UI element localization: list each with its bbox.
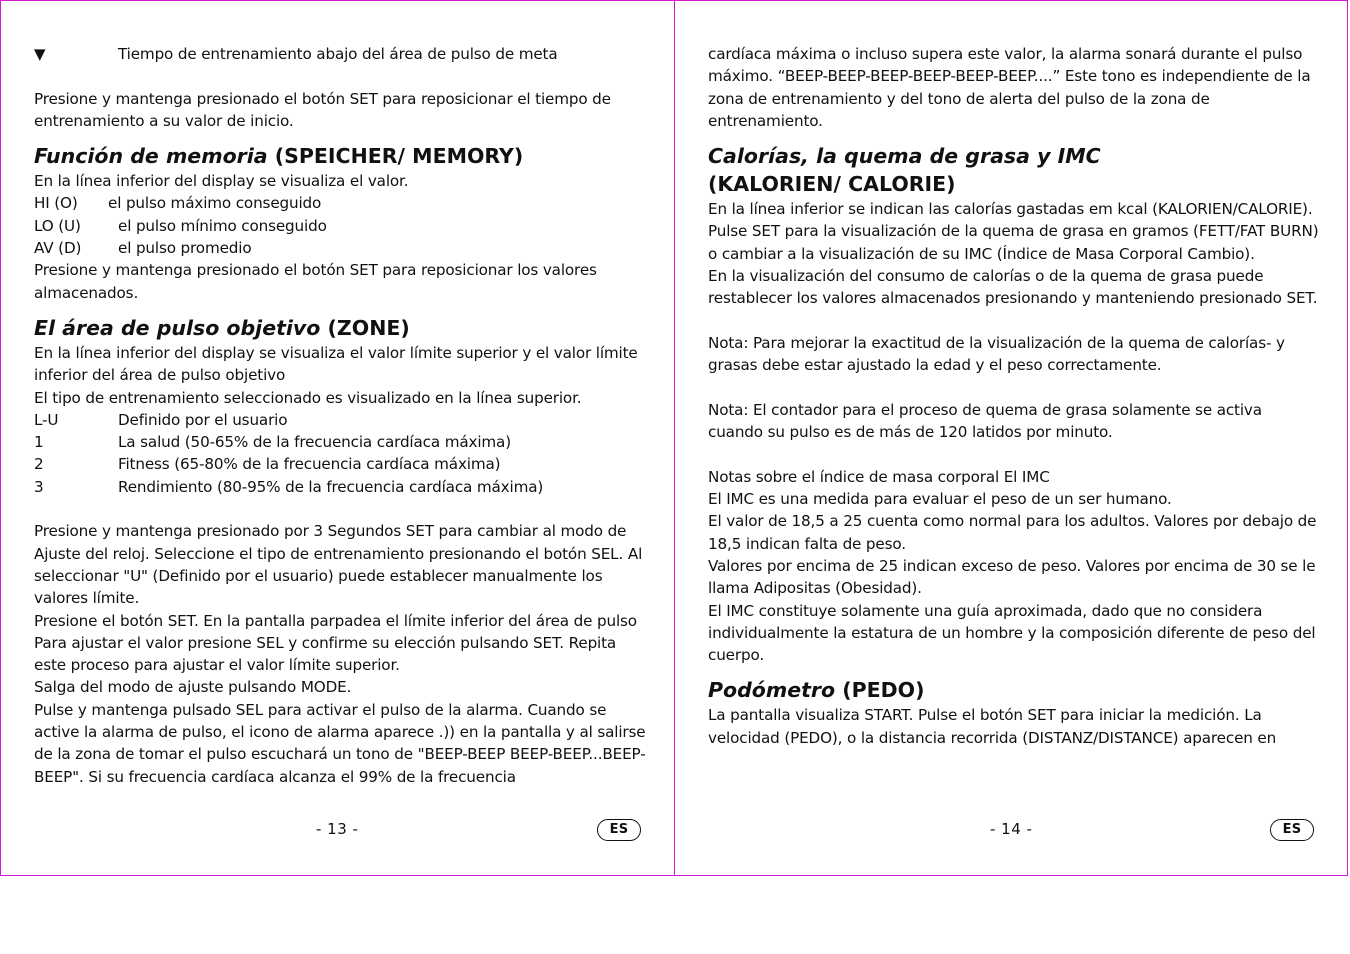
zone-key-1: 1 — [34, 433, 44, 452]
memory-heading — [34, 142, 646, 170]
zone-value-1: La salud (50-65% de la frecuencia cardíaca máxima) — [118, 433, 511, 452]
memory-value-hi: el pulso máximo conseguido — [108, 194, 322, 213]
memory-heading-italic: Función de memoria — [34, 144, 268, 169]
zone-row-2 — [34, 453, 646, 475]
zone-intro: En la línea inferior del display se visualiza el valor límite superior y el valor límite inferior del área de pulso objetivo — [34, 343, 638, 385]
pedometer-heading-code: (PEDO) — [835, 678, 925, 703]
language-badge: ES — [597, 819, 641, 841]
page-14-text-column — [708, 43, 1320, 749]
zone-heading-code: (ZONE) — [320, 315, 410, 340]
training-time-below-text: Tiempo de entrenamiento abajo del área de pulso de meta — [118, 45, 558, 63]
bmi-subheading: Notas sobre el índice de masa corporal El IMC — [708, 467, 1050, 486]
reset-time-paragraph: Presione y mantenga presionado el botón SET para reposicionar el tiempo de entrenamiento a su valor de inicio. — [34, 89, 611, 130]
calories-reset: En la visualización del consumo de calorías o de la quema de grasa puede restablecer los valores almacenados presionando y manteniendo presionado SET. — [708, 267, 1318, 308]
memory-row-av — [34, 237, 646, 259]
calories-intro: En la línea inferior se indican las calorías gastadas em kcal (KALORIEN/CALORIE). Pulse SET para la visualización de la quema de grasa en gramos (FETT/FAT BURN) o cambiar a la visualización de su IMC (Índice de Masa Corporal Cambio). — [708, 200, 1319, 263]
bmi-limitation: El IMC constituye solamente una guía aproximada, dado que no considera individualmente la estatura de un hombre y la composición diferente de peso del cuerpo. — [708, 601, 1316, 665]
zone-type-line: El tipo de entrenamiento seleccionado es visualizado en la línea superior. — [34, 388, 582, 407]
zone-heading — [34, 314, 646, 342]
pedometer-heading-italic: Podómetro — [708, 678, 836, 703]
memory-heading-code: (SPEICHER/ MEMORY) — [267, 144, 524, 169]
calories-heading — [708, 142, 1320, 198]
page-number: - 13 - — [316, 820, 359, 838]
calories-heading-code: (KALORIEN/ CALORIE) — [708, 172, 956, 197]
zone-exit-line: Salga del modo de ajuste pulsando MODE. — [34, 678, 352, 697]
note-accuracy — [708, 332, 1320, 377]
calories-heading-italic: Calorías, la quema de grasa y IMC — [708, 144, 1101, 169]
bmi-normal-range: El valor de 18,5 a 25 cuenta como normal para los adultos. Valores por debajo de 18,5 indican falta de peso. — [708, 512, 1317, 553]
zone-row-1 — [34, 431, 646, 453]
zone-value-3: Rendimiento (80-95% de la frecuencia cardíaca máxima) — [118, 477, 544, 496]
memory-row-hi — [34, 192, 646, 214]
zone-limit-paragraph: Presione el botón SET. En la pantalla parpadea el límite inferior del área de pulso Para ajustar el valor presione SEL y confirme su elección pulsando SET. Repita este proceso para ajustar el valor límite superior. — [34, 611, 637, 675]
memory-row-lo — [34, 215, 646, 237]
memory-key-av: AV (D) — [34, 239, 82, 258]
page-number: - 14 - — [990, 820, 1033, 838]
zone-alarm-paragraph: Pulse y mantenga pulsado SEL para activar el pulso de la alarma. Cuando se active la alarma de pulso, el icono de alarma aparece .)) en la pantalla y al salirse de la zona de tomar el pulso escuchará un tono de "BEEP-BEEP BEEP-BEEP...BEEP-BEEP". Si su frecuencia cardíaca alcanza el 99% de la frecuencia — [34, 700, 646, 786]
zone-heading-italic: El área de pulso objetivo — [34, 315, 321, 340]
page-13 — [0, 0, 674, 876]
memory-value-av: el pulso promedio — [118, 239, 252, 258]
training-time-below-line — [34, 43, 646, 65]
page-13-text-column — [34, 43, 646, 788]
note-label: Nota: — [708, 400, 749, 419]
language-badge: ES — [1270, 819, 1314, 841]
bmi-overweight: Valores por encima de 25 indican exceso de peso. Valores por encima de 30 se le llama Adipositas (Obesidad). — [708, 556, 1316, 598]
pedometer-intro: La pantalla visualiza START. Pulse el botón SET para iniciar la medición. La velocidad (PEDO), o la distancia recorrida (DISTANZ/DISTANCE) aparecen en — [708, 706, 1277, 747]
note-fat-counter-text: El contador para el proceso de quema de grasa solamente se activa cuando su pulso es de más de 120 latidos por minuto. — [708, 400, 1262, 442]
alarm-continued-paragraph: cardíaca máxima o incluso supera este valor, la alarma sonará durante el pulso máximo. “BEEP-BEEP-BEEP-BEEP-BEEP-BEEP....” Este tono es independiente de la zona de entrenamiento y del tono de alerta del pulso de la zona de entrenamiento. — [708, 45, 1311, 130]
memory-value-lo: el pulso mínimo conseguido — [118, 216, 327, 235]
bmi-definition: El IMC es una medida para evaluar el peso de un ser humano. — [708, 490, 1172, 509]
zone-row-3 — [34, 476, 646, 498]
memory-key-lo: LO (U) — [34, 216, 81, 235]
zone-key-2: 2 — [34, 455, 44, 474]
memory-key-hi: HI (O) — [34, 194, 78, 213]
memory-reset-paragraph: Presione y mantenga presionado el botón SET para reposicionar los valores almacenados. — [34, 261, 597, 302]
zone-value-2: Fitness (65-80% de la frecuencia cardíaca máxima) — [118, 455, 501, 474]
zone-key-lu: L-U — [34, 410, 59, 429]
zone-value-lu: Definido por el usuario — [118, 410, 288, 429]
note-fat-counter — [708, 399, 1320, 444]
note-accuracy-text: Para mejorar la exactitud de la visualización de la quema de calorías- y grasas debe estar ajustado la edad y el peso correctamente. — [708, 333, 1285, 375]
pedometer-heading — [708, 676, 1320, 704]
memory-intro: En la línea inferior del display se visualiza el valor. — [34, 172, 409, 191]
zone-setup-paragraph: Presione y mantenga presionado por 3 Segundos SET para cambiar al modo de Ajuste del reloj. Seleccione el tipo de entrenamiento presionando el botón SEL. Al seleccionar "U" (Definido por el usuario) puede establecer manualmente los valores límite. — [34, 522, 643, 608]
page-14 — [675, 0, 1348, 876]
zone-key-3: 3 — [34, 477, 44, 496]
down-triangle-icon: ▼ — [34, 45, 46, 63]
zone-row-lu — [34, 409, 646, 431]
note-label: Nota: — [708, 333, 749, 352]
